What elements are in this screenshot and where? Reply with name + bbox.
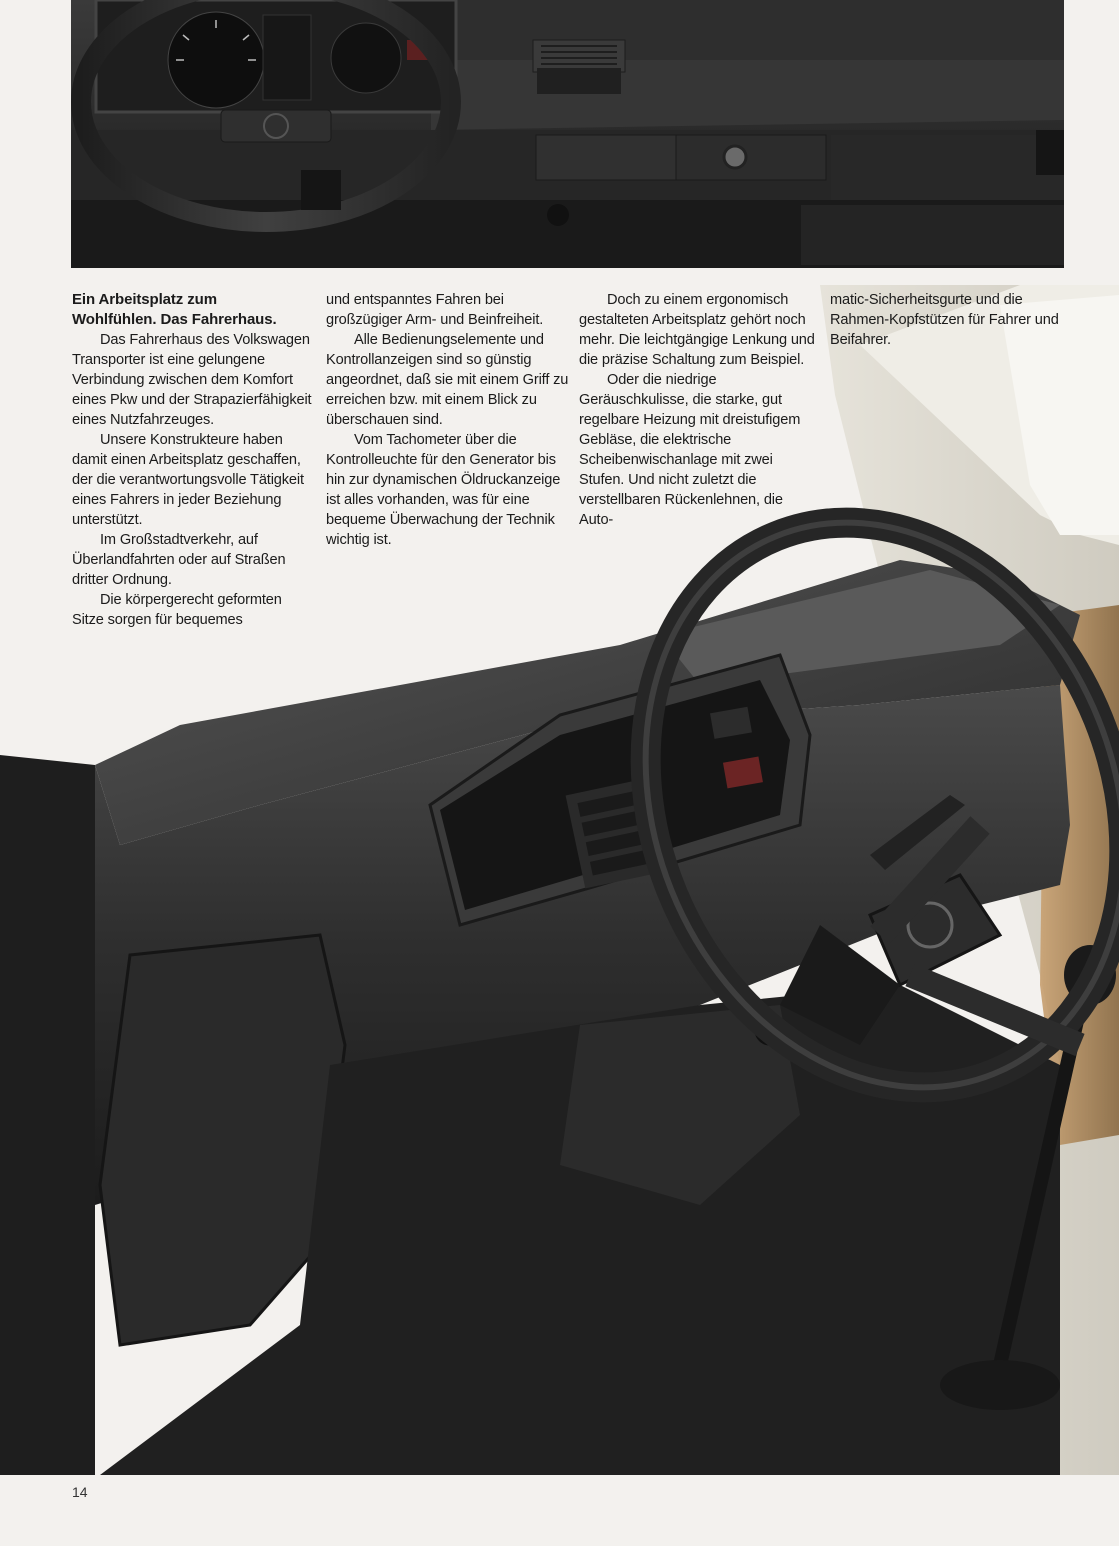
paragraph: Oder die niedrige Geräuschkulisse, die starke, gut regelbare Heizung mit dreistufigem Gebläse, die elektrische Scheibenwischanlage mit zwei Stufen. Und nicht zuletzt die verstellbaren Rückenlehnen, die Auto- (579, 372, 801, 528)
paragraph: matic-Sicherheitsgurte und die Rahmen-Kopfstützen für Fahrer und Beifahrer. (830, 292, 1059, 348)
paragraph: Alle Bedienungselemente und Kontrollanzeigen sind so günstig angeordnet, daß sie mit einem Griff zu erreichen bzw. mit einem Blick zu überschauen sind. (326, 332, 569, 428)
section-heading (72, 290, 312, 330)
text-column-1 (72, 290, 312, 630)
paragraph: Die körpergerecht geformten Sitze sorgen für bequemes (72, 592, 282, 628)
heading-line-1: Ein Arbeitsplatz zum (72, 291, 217, 308)
text-column-4 (830, 290, 1070, 350)
paragraph: Im Großstadtverkehr, auf Überlandfahrten oder auf Straßen dritter Ordnung. (72, 532, 286, 588)
paragraph: und entspanntes Fahren bei großzügiger Arm- und Beinfreiheit. (326, 292, 544, 328)
paragraph: Unsere Konstrukteure haben damit einen Arbeitsplatz geschaffen, der die verantwortungsvolle Tätigkeit eines Fahrers in jeder Beziehung unterstützt. (72, 432, 304, 528)
paragraph: Das Fahrerhaus des Volkswagen Transporter ist eine gelungene Verbindung zwischen dem Komfort eines Pkw und der Strapazierfähigkeit eines Nutzfahrzeuges. (72, 332, 312, 428)
text-column-2 (326, 290, 570, 550)
text-column-3 (579, 290, 819, 530)
page-number: 14 (72, 1484, 88, 1500)
dashboard-photo-top (71, 0, 1064, 268)
paragraph: Vom Tachometer über die Kontrolleuchte für den Generator bis hin zur dynamischen Öldruckanzeige ist alles vorhanden, was für eine bequeme Überwachung der Technik wichtig ist. (326, 432, 561, 548)
heading-line-2: Wohlfühlen. Das Fahrerhaus. (72, 311, 277, 328)
paragraph: Doch zu einem ergonomisch gestalteten Arbeitsplatz gehört noch mehr. Die leichtgängige Lenkung und die präzise Schaltung zum Beispiel. (579, 292, 815, 368)
